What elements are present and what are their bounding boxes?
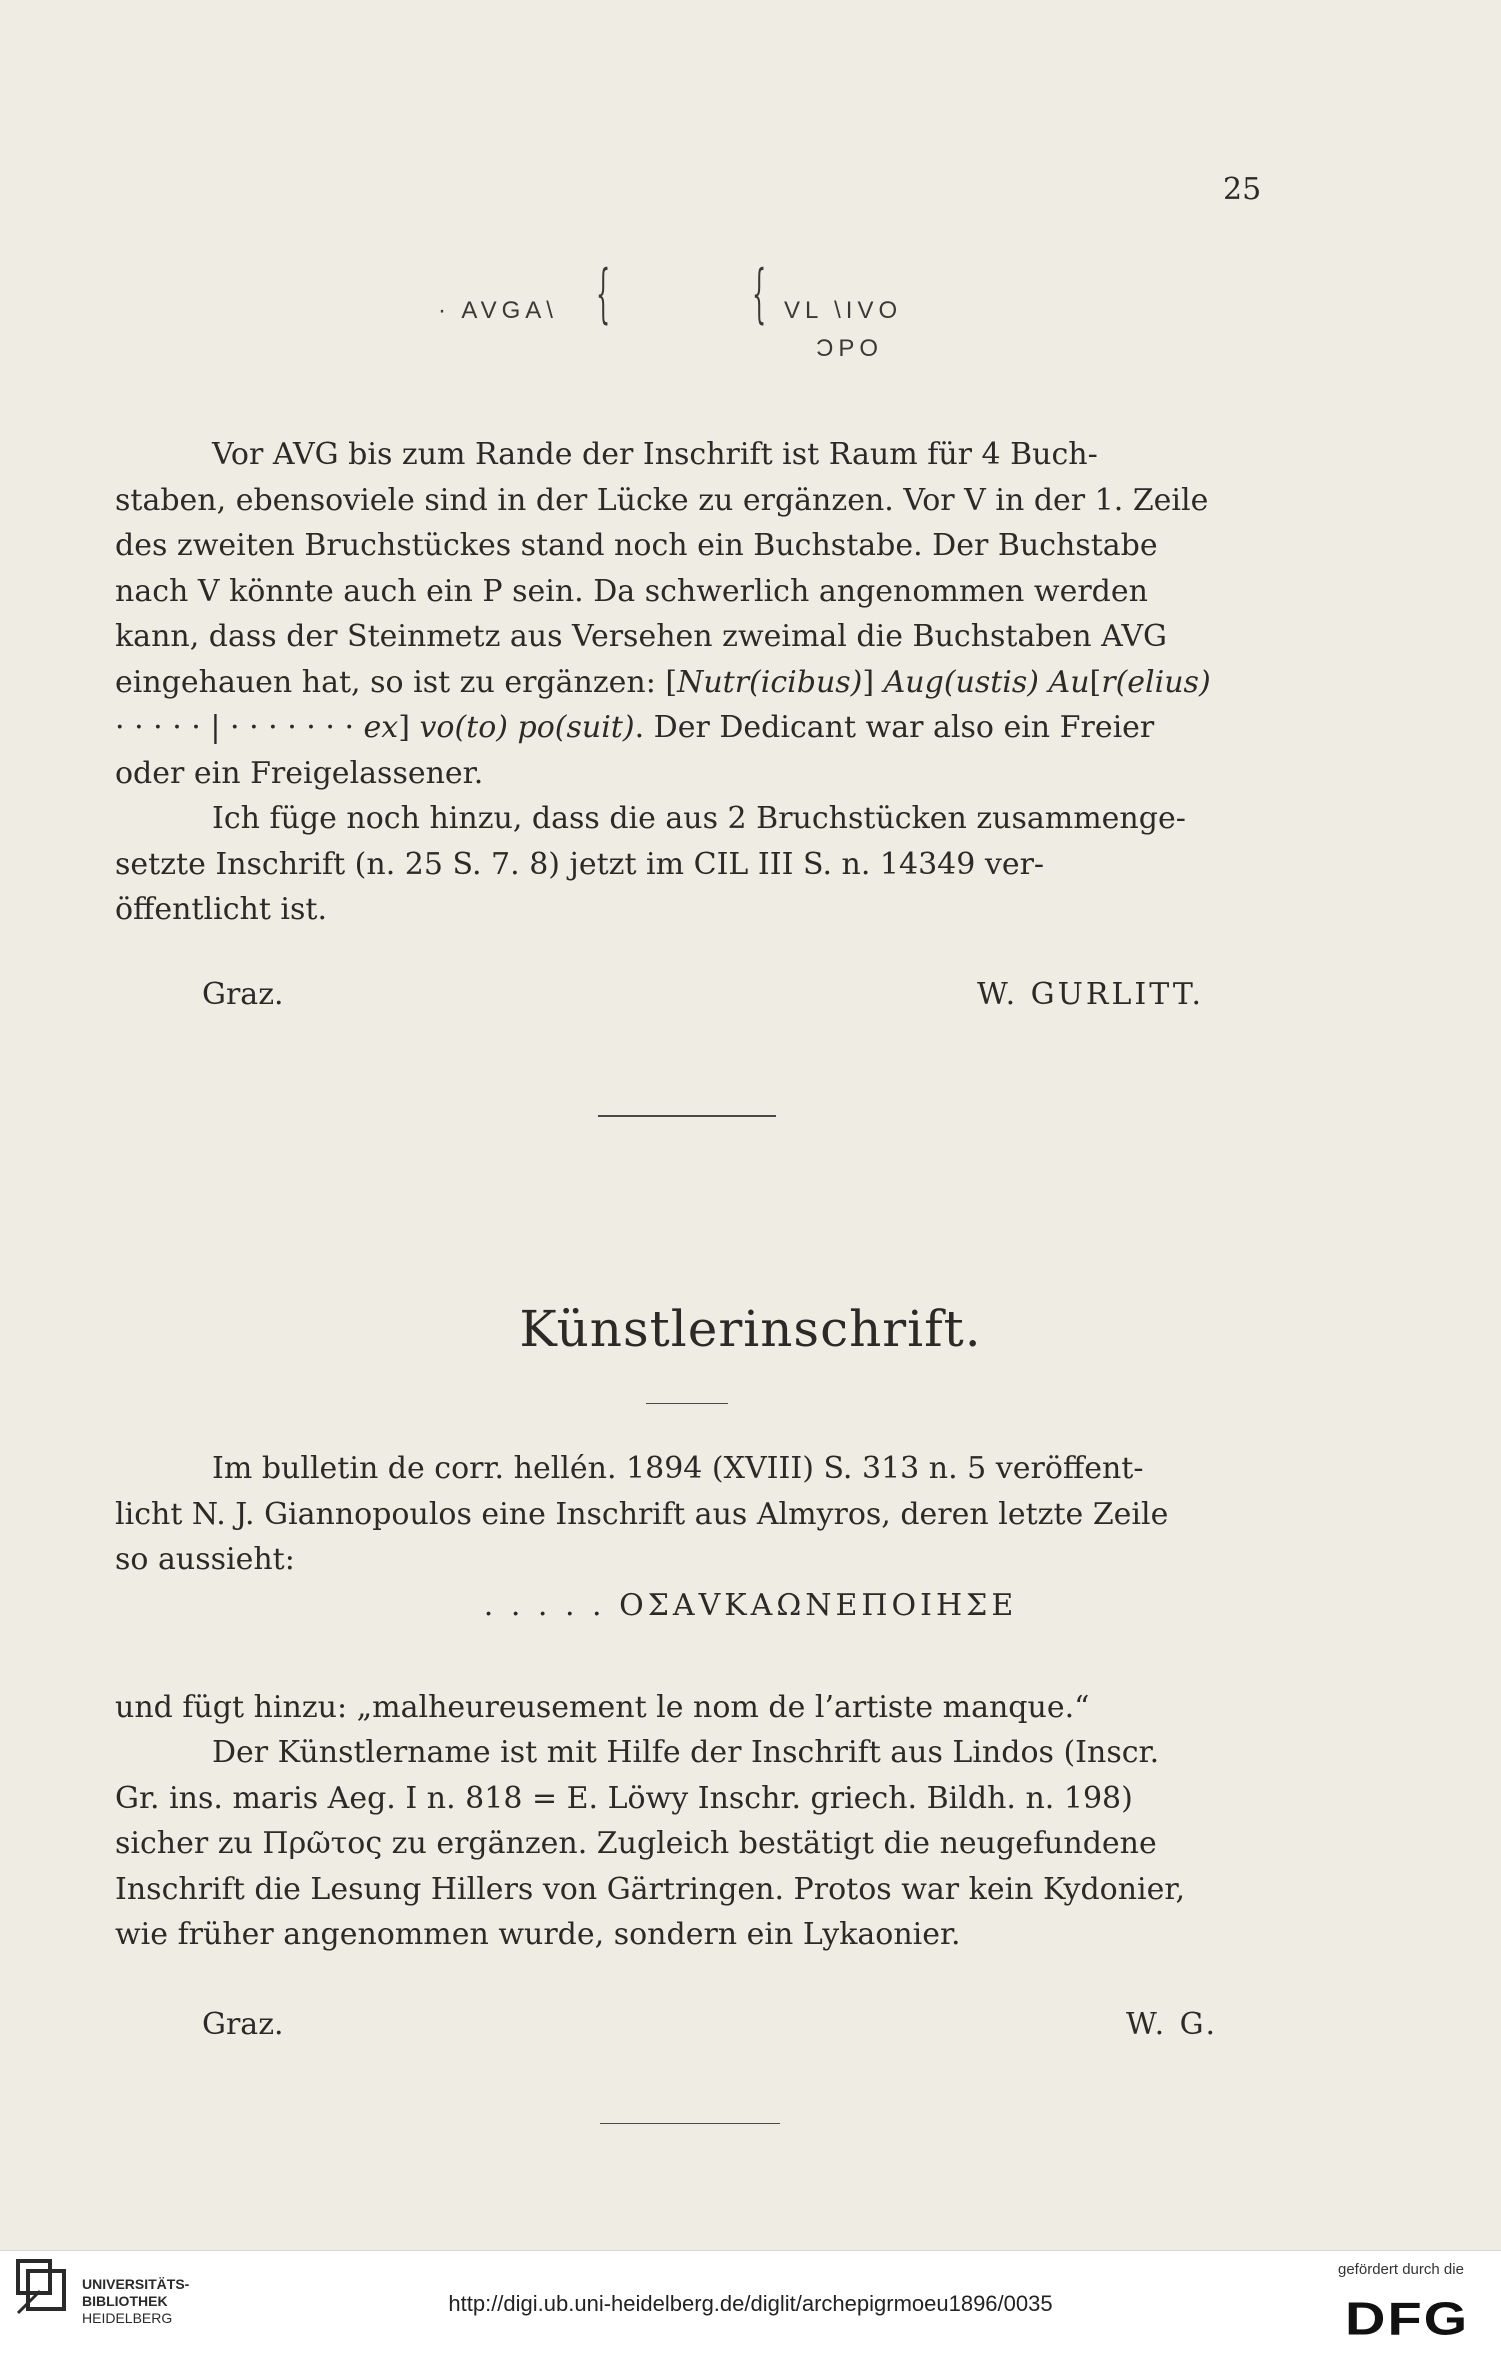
- inscription-fragment-right-line1: VL \IVO: [784, 297, 903, 324]
- p1-line1: Vor AVG bis zum Rande der Inschrift ist Raum für 4 Buch-: [212, 437, 1098, 472]
- p5-line1: Der Künstlername ist mit Hilfe der Inschrift aus Lindos (Inscr.: [212, 1735, 1160, 1770]
- greek-inscription-line: . . . . . ΟΣΑVΚΑΩΝΕΠΟΙΗΣΕ: [483, 1588, 1018, 1623]
- p5-line2: Gr. ins. maris Aeg. I n. 818 = E. Löwy Inschr. griech. Bildh. n. 198): [115, 1780, 1133, 1816]
- p1-line6-bracket: ]: [862, 664, 884, 700]
- p1-line7-dots: · · · · · | · · · · · · ·: [115, 710, 364, 745]
- paragraph-4: [115, 1685, 1267, 1731]
- section-divider: [598, 1115, 776, 1117]
- inscription-fragment-left: · AVGA\: [438, 297, 558, 324]
- p1-line3: des zweiten Bruchstückes stand noch ein Buchstabe. Der Buchstabe: [115, 528, 1158, 563]
- title-underline: [646, 1403, 728, 1404]
- p1-line6-italic-1: Nutr(icibus): [677, 664, 863, 700]
- p1-line7-italic-2: vo(to) po(suit): [419, 710, 635, 745]
- brace-left: {: [596, 257, 611, 331]
- funding-note: gefördert durch die: [1338, 2261, 1464, 2278]
- p1-line7-text: . Der Dedicant war also ein Freier: [634, 710, 1155, 745]
- inscription-fragment-right-line2: ƆPO: [816, 335, 884, 362]
- p5-line5: wie früher angenommen wurde, sondern ein Lykaonier.: [115, 1917, 961, 1952]
- signature-2-place: Graz.: [202, 2007, 284, 2042]
- p3-line2: licht N. J. Giannopoulos eine Inschrift aus Almyros, deren letzte Zeile: [115, 1496, 1169, 1532]
- p1-line7-italic-1: ex: [363, 710, 399, 745]
- p1-line6-italic-2: Aug(ustis) Au: [883, 664, 1090, 700]
- p1-line6-text: eingehauen hat, so ist zu ergänzen: [: [115, 664, 678, 700]
- library-name-line3: HEIDELBERG: [82, 2310, 173, 2326]
- signature-2-author: W. G.: [1126, 2007, 1219, 2042]
- brace-right: {: [752, 257, 767, 331]
- p1-line5: kann, dass der Steinmetz aus Versehen zweimal die Buchstaben AVG: [115, 619, 1167, 654]
- p3-line3: so aussieht:: [115, 1542, 295, 1577]
- p1-line7: [115, 705, 1267, 751]
- p2-line2: setzte Inschrift (n. 25 S. 7. 8) jetzt im CIL III S. n. 14349 ver-: [115, 846, 1045, 882]
- signature-1-place: Graz.: [202, 977, 284, 1012]
- p4-line1: und fügt hinzu: „malheureusement le nom de l’artiste manque.“: [115, 1690, 1090, 1725]
- closing-divider: [600, 2123, 780, 2124]
- dfg-logo: DFG: [1345, 2292, 1470, 2345]
- p3-line1: Im bulletin de corr. hellén. 1894 (XVIII) S. 313 n. 5 veröffent-: [212, 1451, 1144, 1486]
- library-name-line2: BIBLIOTHEK: [82, 2293, 168, 2309]
- paragraph-3: [115, 1446, 1267, 1583]
- library-name-line1: UNIVERSITÄTS-: [82, 2276, 190, 2292]
- p1-line7-bracket: ]: [398, 710, 420, 745]
- p1-line6: [115, 660, 1267, 706]
- p5-line3: sicher zu Πρῶτος zu ergänzen. Zugleich bestätigt die neugefundene: [115, 1826, 1157, 1861]
- p1-line4: nach V könnte auch ein P sein. Da schwerlich angenommen werden: [115, 573, 1148, 609]
- page-number: 25: [1223, 172, 1262, 207]
- p1-line2: staben, ebensoviele sind in der Lücke zu ergänzen. Vor V in der 1. Zeile: [115, 482, 1209, 518]
- p1-line8: oder ein Freigelassener.: [115, 755, 484, 791]
- paragraph-2: [115, 796, 1267, 933]
- p1-line6-italic-3: r(elius): [1101, 664, 1211, 700]
- signature-1-author: W. GURLITT.: [977, 977, 1204, 1012]
- paragraph-1: [115, 432, 1267, 796]
- p1-line6-bracket-2: [: [1089, 664, 1102, 700]
- p2-line3: öffentlicht ist.: [115, 892, 327, 927]
- section-title: Künstlerinschrift.: [519, 1300, 982, 1358]
- paragraph-5: [115, 1730, 1267, 1958]
- p2-line1: Ich füge noch hinzu, dass die aus 2 Bruchstücken zusammenge-: [212, 801, 1186, 836]
- permalink-url[interactable]: http://digi.ub.uni-heidelberg.de/diglit/archepigrmoeu1896/0035: [448, 2291, 1053, 2316]
- p5-line4: Inschrift die Lesung Hillers von Gärtringen. Protos war kein Kydonier,: [115, 1871, 1185, 1907]
